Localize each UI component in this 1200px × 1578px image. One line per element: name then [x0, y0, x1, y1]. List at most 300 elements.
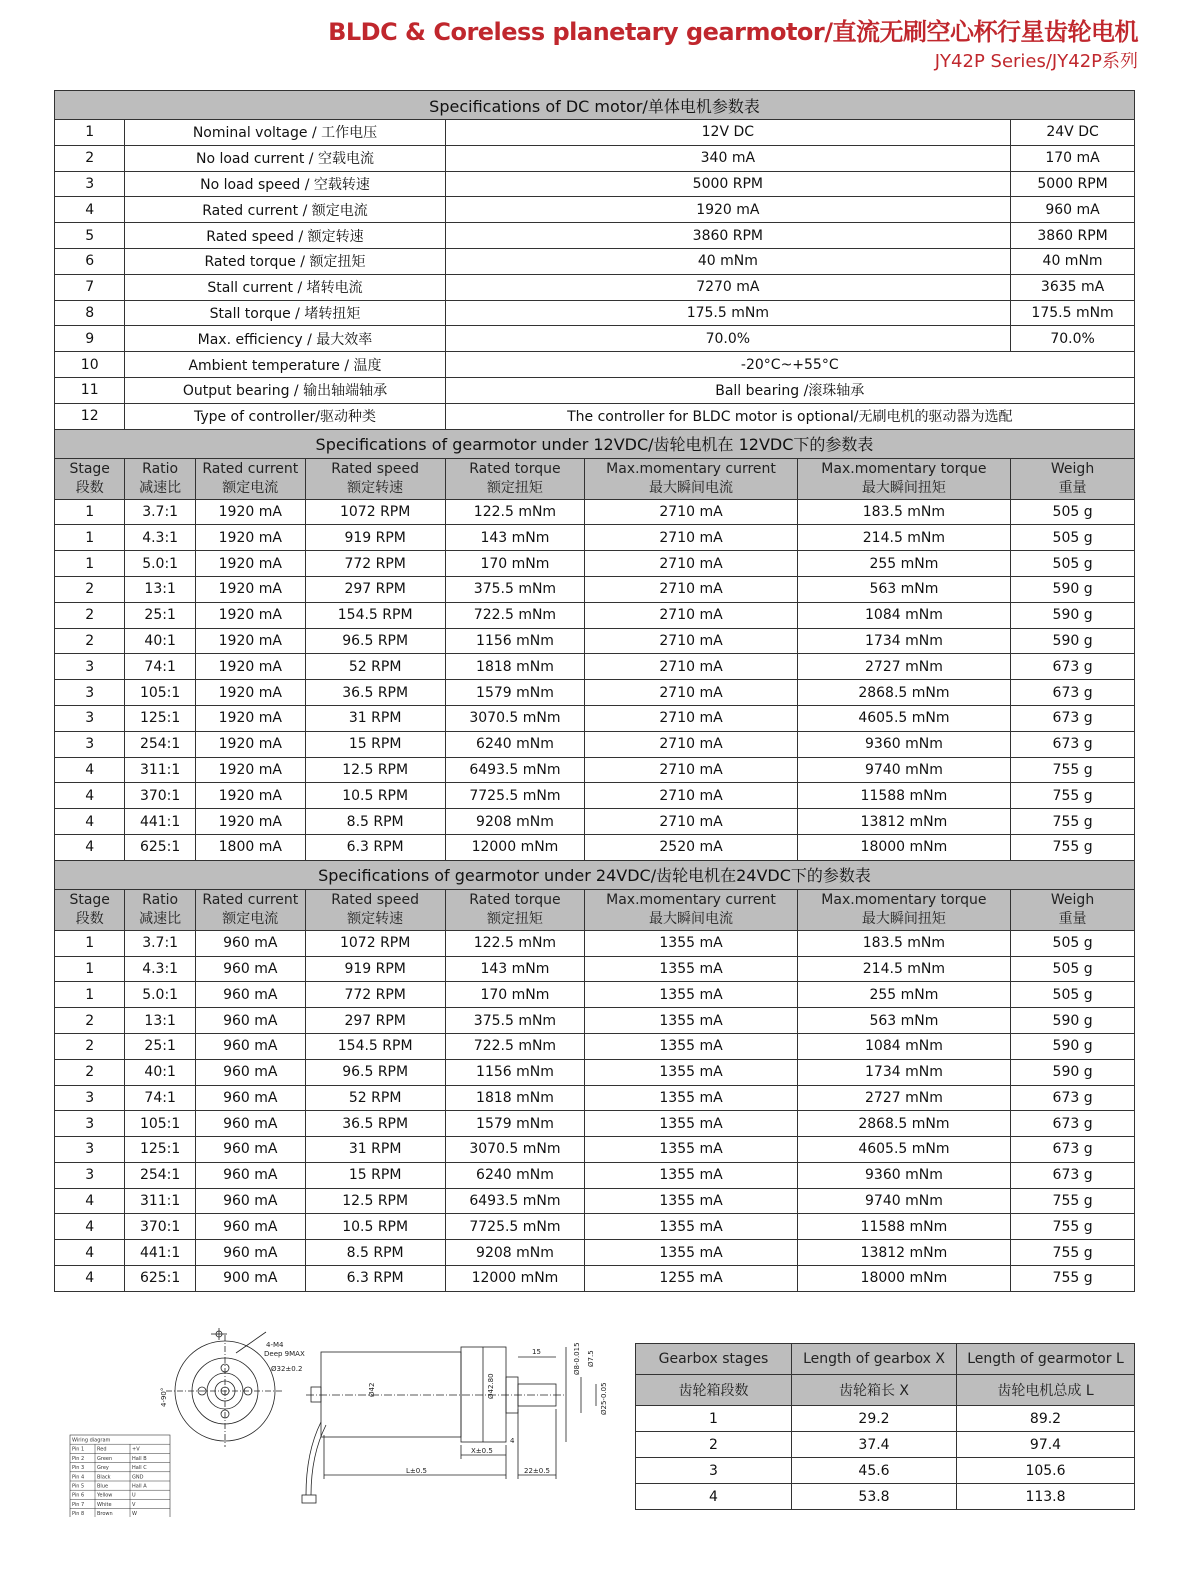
value-24v: 170 mA	[1011, 145, 1135, 171]
gearbox-header: 齿轮电机总成 L	[957, 1375, 1135, 1406]
header-cn: 减速比	[139, 910, 182, 927]
section-title-row	[55, 91, 1135, 120]
cell-max-current: 1355 mA	[585, 1137, 797, 1163]
cell-max-torque: 11588 mNm	[797, 783, 1010, 809]
cell-rated-speed: 6.3 RPM	[305, 834, 445, 860]
param-name: Stall torque / 堵转扭矩	[125, 300, 445, 326]
motor-specs-title: Specifications of DC motor/单体电机参数表	[55, 91, 1135, 120]
cell-rated-current: 960 mA	[195, 1188, 305, 1214]
cell-max-torque: 4605.5 mNm	[797, 705, 1010, 731]
cell-max-current: 1355 mA	[585, 930, 797, 956]
cell-rated-current: 960 mA	[195, 1214, 305, 1240]
cell-stage: 4	[55, 1188, 125, 1214]
table-row	[55, 930, 1135, 956]
cell-stage: 1	[55, 956, 125, 982]
wiring-color: Red	[97, 1446, 107, 1453]
header-ratio	[125, 458, 195, 499]
header-cn: 额定转速	[347, 479, 404, 496]
cell-rated-torque: 6240 mNm	[445, 1162, 585, 1188]
cell-max-torque: 9740 mNm	[797, 1188, 1010, 1214]
cell-rated-speed: 772 RPM	[305, 982, 445, 1008]
cell-max-torque: 18000 mNm	[797, 1266, 1010, 1292]
table-row	[55, 576, 1135, 602]
table-row	[55, 499, 1135, 525]
cell-rated-speed: 96.5 RPM	[305, 1059, 445, 1085]
cell-rated-speed: 772 RPM	[305, 551, 445, 577]
flat-label: Ø7.5	[587, 1350, 595, 1367]
cell-weigh: 755 g	[1011, 834, 1135, 860]
wiring-function: Hall C	[132, 1465, 147, 1472]
cell-rated-current: 960 mA	[195, 1240, 305, 1266]
cell-max-torque: 2727 mNm	[797, 1085, 1010, 1111]
cell-stage: 4	[55, 1240, 125, 1266]
header-stage	[55, 458, 125, 499]
cell-ratio: 254:1	[125, 1162, 195, 1188]
cell-rated-speed: 36.5 RPM	[305, 1111, 445, 1137]
table-row	[55, 1008, 1135, 1034]
row-number: 12	[55, 403, 125, 429]
cell-max-current: 2710 mA	[585, 705, 797, 731]
table-row	[55, 352, 1135, 378]
cell-weigh: 673 g	[1011, 705, 1135, 731]
cell-ratio: 105:1	[125, 680, 195, 706]
cell-weigh: 673 g	[1011, 654, 1135, 680]
header-max-current	[585, 889, 797, 930]
header-en: Rated current	[202, 460, 299, 477]
wiring-table	[70, 1435, 170, 1517]
header-max-torque	[797, 458, 1010, 499]
table-row	[55, 1137, 1135, 1163]
header-max-torque	[797, 889, 1010, 930]
header-cn: 额定扭矩	[486, 479, 543, 496]
table-row	[55, 274, 1135, 300]
cell-rated-current: 1920 mA	[195, 499, 305, 525]
value-24v: 70.0%	[1011, 326, 1135, 352]
table-row	[55, 1033, 1135, 1059]
section-title-row	[55, 860, 1135, 889]
merged-value: Ball bearing /滚珠轴承	[445, 377, 1134, 403]
gearbox-header: Gearbox stages	[636, 1344, 792, 1375]
value-12v: 3860 RPM	[445, 223, 1011, 249]
cell-ratio: 370:1	[125, 1214, 195, 1240]
header-en: Stage	[69, 460, 110, 477]
wiring-function: +V	[132, 1446, 140, 1453]
gearbox-header-row	[636, 1344, 1135, 1375]
table-row	[55, 1085, 1135, 1111]
header-en: Weigh	[1050, 460, 1095, 477]
value-24v: 5000 RPM	[1011, 171, 1135, 197]
cell-rated-torque: 375.5 mNm	[445, 576, 585, 602]
table-row	[55, 1188, 1135, 1214]
cell-rated-current: 960 mA	[195, 1111, 305, 1137]
cell-rated-current: 960 mA	[195, 1059, 305, 1085]
cell-ratio: 13:1	[125, 1008, 195, 1034]
table-row	[55, 120, 1135, 146]
side-view-drawing	[302, 1347, 596, 1503]
motor-drawing	[66, 1327, 621, 1517]
cell-rated-torque: 12000 mNm	[445, 1266, 585, 1292]
cell-rated-torque: 7725.5 mNm	[445, 783, 585, 809]
cell-max-current: 2710 mA	[585, 551, 797, 577]
cell-max-current: 2710 mA	[585, 628, 797, 654]
cell-ratio: 105:1	[125, 1111, 195, 1137]
cell-max-current: 1355 mA	[585, 1008, 797, 1034]
cell-stage: 2	[55, 628, 125, 654]
table-row	[55, 982, 1135, 1008]
cell-weigh: 590 g	[1011, 602, 1135, 628]
cell-rated-speed: 12.5 RPM	[305, 1188, 445, 1214]
cell-max-torque: 1084 mNm	[797, 602, 1010, 628]
table-row	[55, 705, 1135, 731]
cell-rated-current: 960 mA	[195, 956, 305, 982]
header-rated-speed	[305, 889, 445, 930]
cell-rated-speed: 31 RPM	[305, 705, 445, 731]
cell-ratio: 441:1	[125, 809, 195, 835]
cell-max-current: 1355 mA	[585, 982, 797, 1008]
wiring-function: U	[132, 1492, 136, 1499]
cell-weigh: 755 g	[1011, 1188, 1135, 1214]
value-12v: 12V DC	[445, 120, 1011, 146]
cell-weigh: 755 g	[1011, 809, 1135, 835]
header-ratio	[125, 889, 195, 930]
cell-max-current: 2710 mA	[585, 680, 797, 706]
cell-max-current: 2710 mA	[585, 525, 797, 551]
header-cn: 额定电流	[222, 479, 279, 496]
cell-rated-current: 900 mA	[195, 1266, 305, 1292]
gearbox-cell: 1	[636, 1406, 792, 1432]
section-title-row	[55, 429, 1135, 458]
cell-rated-current: 960 mA	[195, 982, 305, 1008]
gearbox-cell: 2	[636, 1432, 792, 1458]
cell-max-torque: 255 mNm	[797, 551, 1010, 577]
cell-stage: 4	[55, 757, 125, 783]
value-12v: 7270 mA	[445, 274, 1011, 300]
cell-max-current: 2520 mA	[585, 834, 797, 860]
param-name: No load speed / 空载转速	[125, 171, 445, 197]
cell-rated-speed: 8.5 RPM	[305, 1240, 445, 1266]
cell-weigh: 505 g	[1011, 525, 1135, 551]
cell-weigh: 505 g	[1011, 956, 1135, 982]
cell-max-torque: 255 mNm	[797, 982, 1010, 1008]
cell-ratio: 441:1	[125, 1240, 195, 1266]
cell-stage: 3	[55, 1085, 125, 1111]
table-row	[55, 525, 1135, 551]
value-12v: 1920 mA	[445, 197, 1011, 223]
cell-rated-torque: 122.5 mNm	[445, 499, 585, 525]
cell-ratio: 25:1	[125, 602, 195, 628]
header-rated-torque	[445, 458, 585, 499]
table-row	[55, 834, 1135, 860]
table-row	[636, 1484, 1135, 1510]
page-title: BLDC & Coreless planetary gearmotor/直流无刷空心杯行星齿轮电机	[328, 18, 1138, 46]
header-en: Weigh	[1050, 891, 1095, 908]
table-row	[55, 551, 1135, 577]
value-24v: 175.5 mNm	[1011, 300, 1135, 326]
cell-stage: 3	[55, 680, 125, 706]
cell-max-current: 1255 mA	[585, 1266, 797, 1292]
cell-stage: 3	[55, 1162, 125, 1188]
gearbox-length-table	[635, 1343, 1135, 1510]
table-row	[55, 171, 1135, 197]
cell-max-torque: 9360 mNm	[797, 731, 1010, 757]
cell-stage: 1	[55, 499, 125, 525]
wiring-title: Wiring diagram	[72, 1437, 111, 1444]
cell-ratio: 5.0:1	[125, 551, 195, 577]
value-12v: 40 mNm	[445, 248, 1011, 274]
table-row	[55, 326, 1135, 352]
table-row	[55, 1111, 1135, 1137]
cell-rated-torque: 375.5 mNm	[445, 1008, 585, 1034]
cell-rated-speed: 52 RPM	[305, 1085, 445, 1111]
row-number: 5	[55, 223, 125, 249]
header-en: Ratio	[142, 460, 179, 477]
row-number: 2	[55, 145, 125, 171]
table-row	[55, 956, 1135, 982]
row-number: 3	[55, 171, 125, 197]
cell-max-torque: 563 mNm	[797, 1008, 1010, 1034]
row-number: 9	[55, 326, 125, 352]
cell-max-torque: 1734 mNm	[797, 628, 1010, 654]
wiring-color: Black	[97, 1474, 111, 1481]
cell-max-torque: 183.5 mNm	[797, 499, 1010, 525]
column-header-row	[55, 889, 1135, 930]
cell-max-torque: 563 mNm	[797, 576, 1010, 602]
cell-ratio: 311:1	[125, 1188, 195, 1214]
header-en: Rated current	[202, 891, 299, 908]
value-24v: 24V DC	[1011, 120, 1135, 146]
table-row	[55, 757, 1135, 783]
gear12-title: Specifications of gearmotor under 12VDC/齿轮电机在 12VDC下的参数表	[55, 429, 1135, 458]
header-en: Rated torque	[469, 891, 561, 908]
cell-rated-torque: 170 mNm	[445, 551, 585, 577]
cell-rated-speed: 96.5 RPM	[305, 628, 445, 654]
cell-rated-current: 1920 mA	[195, 757, 305, 783]
header-en: Rated speed	[331, 460, 420, 477]
cell-max-torque: 13812 mNm	[797, 1240, 1010, 1266]
merged-value: The controller for BLDC motor is optional/无刷电机的驱动器为选配	[445, 403, 1134, 429]
cell-max-current: 2710 mA	[585, 757, 797, 783]
gearbox-cell: 3	[636, 1458, 792, 1484]
cell-rated-torque: 3070.5 mNm	[445, 705, 585, 731]
gearbox-cell: 37.4	[792, 1432, 957, 1458]
cell-ratio: 311:1	[125, 757, 195, 783]
value-24v: 3860 RPM	[1011, 223, 1135, 249]
offset-label: 4	[510, 1437, 515, 1445]
cell-rated-torque: 1156 mNm	[445, 628, 585, 654]
cell-rated-torque: 9208 mNm	[445, 809, 585, 835]
cell-stage: 2	[55, 1008, 125, 1034]
wiring-pin: Pin 6	[72, 1492, 85, 1499]
cell-max-current: 1355 mA	[585, 1188, 797, 1214]
cell-weigh: 590 g	[1011, 1033, 1135, 1059]
cell-rated-torque: 1818 mNm	[445, 654, 585, 680]
cell-rated-torque: 143 mNm	[445, 525, 585, 551]
cell-max-torque: 2868.5 mNm	[797, 680, 1010, 706]
cell-rated-current: 1920 mA	[195, 783, 305, 809]
value-24v: 40 mNm	[1011, 248, 1135, 274]
cell-stage: 4	[55, 809, 125, 835]
cell-weigh: 590 g	[1011, 628, 1135, 654]
cell-rated-torque: 1818 mNm	[445, 1085, 585, 1111]
cell-rated-torque: 1156 mNm	[445, 1059, 585, 1085]
cell-max-torque: 2727 mNm	[797, 654, 1010, 680]
param-name: Rated speed / 额定转速	[125, 223, 445, 249]
wiring-color: Grey	[97, 1465, 109, 1472]
wiring-pin: Pin 5	[72, 1483, 85, 1490]
header-rated-torque	[445, 889, 585, 930]
cell-stage: 4	[55, 1266, 125, 1292]
cell-max-torque: 183.5 mNm	[797, 930, 1010, 956]
table-row	[55, 1240, 1135, 1266]
cell-max-torque: 214.5 mNm	[797, 956, 1010, 982]
cell-rated-speed: 6.3 RPM	[305, 1266, 445, 1292]
gearbox-cell: 113.8	[957, 1484, 1135, 1510]
cell-ratio: 3.7:1	[125, 930, 195, 956]
cell-ratio: 5.0:1	[125, 982, 195, 1008]
cell-rated-current: 960 mA	[195, 930, 305, 956]
header-weigh	[1011, 458, 1135, 499]
cell-max-current: 1355 mA	[585, 1033, 797, 1059]
header-weigh	[1011, 889, 1135, 930]
cell-rated-speed: 10.5 RPM	[305, 1214, 445, 1240]
cell-rated-speed: 297 RPM	[305, 1008, 445, 1034]
gearbox-cell: 89.2	[957, 1406, 1135, 1432]
cell-rated-speed: 1072 RPM	[305, 499, 445, 525]
value-12v: 70.0%	[445, 326, 1011, 352]
merged-value: -20°C~+55°C	[445, 352, 1134, 378]
cell-stage: 4	[55, 834, 125, 860]
cell-ratio: 254:1	[125, 731, 195, 757]
pcd-label: Ø32±0.2	[271, 1365, 303, 1373]
row-number: 6	[55, 248, 125, 274]
cell-weigh: 755 g	[1011, 757, 1135, 783]
cell-max-torque: 11588 mNm	[797, 1214, 1010, 1240]
cell-weigh: 505 g	[1011, 930, 1135, 956]
cell-weigh: 755 g	[1011, 1214, 1135, 1240]
cell-rated-current: 1800 mA	[195, 834, 305, 860]
param-name: Output bearing / 输出轴端轴承	[125, 377, 445, 403]
cell-rated-speed: 10.5 RPM	[305, 783, 445, 809]
cell-rated-current: 1920 mA	[195, 680, 305, 706]
gearbox-cell: 53.8	[792, 1484, 957, 1510]
header-cn: 最大瞬间电流	[649, 479, 734, 496]
header-cn: 段数	[75, 479, 104, 496]
gearbox-cell: 45.6	[792, 1458, 957, 1484]
row-number: 7	[55, 274, 125, 300]
cell-max-torque: 2868.5 mNm	[797, 1111, 1010, 1137]
cell-stage: 1	[55, 551, 125, 577]
gear24-title: Specifications of gearmotor under 24VDC/齿轮电机在24VDC下的参数表	[55, 860, 1135, 889]
header-cn: 最大瞬间扭矩	[861, 910, 946, 927]
gearbox-header: Length of gearmotor L	[957, 1344, 1135, 1375]
header-cn: 段数	[75, 910, 104, 927]
cell-max-current: 1355 mA	[585, 1111, 797, 1137]
shaft-dia-label: Ø8-0.015	[573, 1342, 581, 1375]
cell-stage: 3	[55, 1111, 125, 1137]
header-en: Ratio	[142, 891, 179, 908]
wiring-color: Green	[97, 1455, 113, 1462]
cell-stage: 2	[55, 1059, 125, 1085]
cell-rated-speed: 1072 RPM	[305, 930, 445, 956]
cell-max-torque: 4605.5 mNm	[797, 1137, 1010, 1163]
cell-rated-current: 1920 mA	[195, 576, 305, 602]
table-row	[636, 1432, 1135, 1458]
cell-rated-current: 1920 mA	[195, 602, 305, 628]
param-name: Max. efficiency / 最大效率	[125, 326, 445, 352]
cell-rated-current: 960 mA	[195, 1137, 305, 1163]
cell-rated-speed: 8.5 RPM	[305, 809, 445, 835]
cell-max-current: 2710 mA	[585, 576, 797, 602]
wiring-pin: Pin 7	[72, 1501, 85, 1508]
cell-rated-speed: 15 RPM	[305, 1162, 445, 1188]
cell-stage: 1	[55, 930, 125, 956]
cell-ratio: 40:1	[125, 1059, 195, 1085]
table-row	[55, 145, 1135, 171]
header-en: Max.momentary torque	[821, 460, 987, 477]
table-row	[55, 1162, 1135, 1188]
cell-rated-torque: 1579 mNm	[445, 680, 585, 706]
cell-weigh: 505 g	[1011, 982, 1135, 1008]
cell-rated-current: 960 mA	[195, 1162, 305, 1188]
table-row	[55, 403, 1135, 429]
cell-rated-speed: 15 RPM	[305, 731, 445, 757]
cell-max-current: 2710 mA	[585, 499, 797, 525]
header-stage	[55, 889, 125, 930]
header-cn: 最大瞬间电流	[649, 910, 734, 927]
wiring-function: V	[132, 1501, 136, 1508]
cell-ratio: 13:1	[125, 576, 195, 602]
gearbox-cell: 97.4	[957, 1432, 1135, 1458]
cell-stage: 3	[55, 705, 125, 731]
boss-dia-label: Ø25-0.05	[600, 1382, 608, 1415]
table-row	[55, 1059, 1135, 1085]
table-row	[55, 602, 1135, 628]
cell-max-current: 2710 mA	[585, 731, 797, 757]
wiring-pin: Pin 4	[72, 1474, 85, 1481]
gearbox-cell: 105.6	[957, 1458, 1135, 1484]
wiring-color: Yellow	[97, 1492, 113, 1499]
cell-rated-current: 960 mA	[195, 1008, 305, 1034]
wiring-color: Blue	[97, 1483, 109, 1490]
cell-max-current: 2710 mA	[585, 602, 797, 628]
table-row	[55, 628, 1135, 654]
table-row	[636, 1458, 1135, 1484]
cell-stage: 2	[55, 576, 125, 602]
cell-ratio: 3.7:1	[125, 499, 195, 525]
param-name: Rated torque / 额定扭矩	[125, 248, 445, 274]
param-name: Type of controller/驱动种类	[125, 403, 445, 429]
row-number: 1	[55, 120, 125, 146]
cell-weigh: 590 g	[1011, 1059, 1135, 1085]
angle-label: 4-90°	[160, 1387, 168, 1407]
cell-rated-speed: 154.5 RPM	[305, 1033, 445, 1059]
table-row	[55, 1266, 1135, 1292]
header-cn: 最大瞬间扭矩	[861, 479, 946, 496]
table-row	[636, 1406, 1135, 1432]
gear-dia-label: Ø42.80	[487, 1373, 495, 1399]
cell-rated-speed: 12.5 RPM	[305, 757, 445, 783]
cell-max-torque: 9740 mNm	[797, 757, 1010, 783]
cell-weigh: 673 g	[1011, 1162, 1135, 1188]
cell-max-torque: 9360 mNm	[797, 1162, 1010, 1188]
cell-rated-torque: 6240 mNm	[445, 731, 585, 757]
cell-stage: 1	[55, 525, 125, 551]
table-row	[55, 248, 1135, 274]
cell-stage: 4	[55, 783, 125, 809]
cell-stage: 2	[55, 1033, 125, 1059]
cell-max-torque: 13812 mNm	[797, 809, 1010, 835]
cable-len-label: 22±0.5	[524, 1467, 550, 1475]
